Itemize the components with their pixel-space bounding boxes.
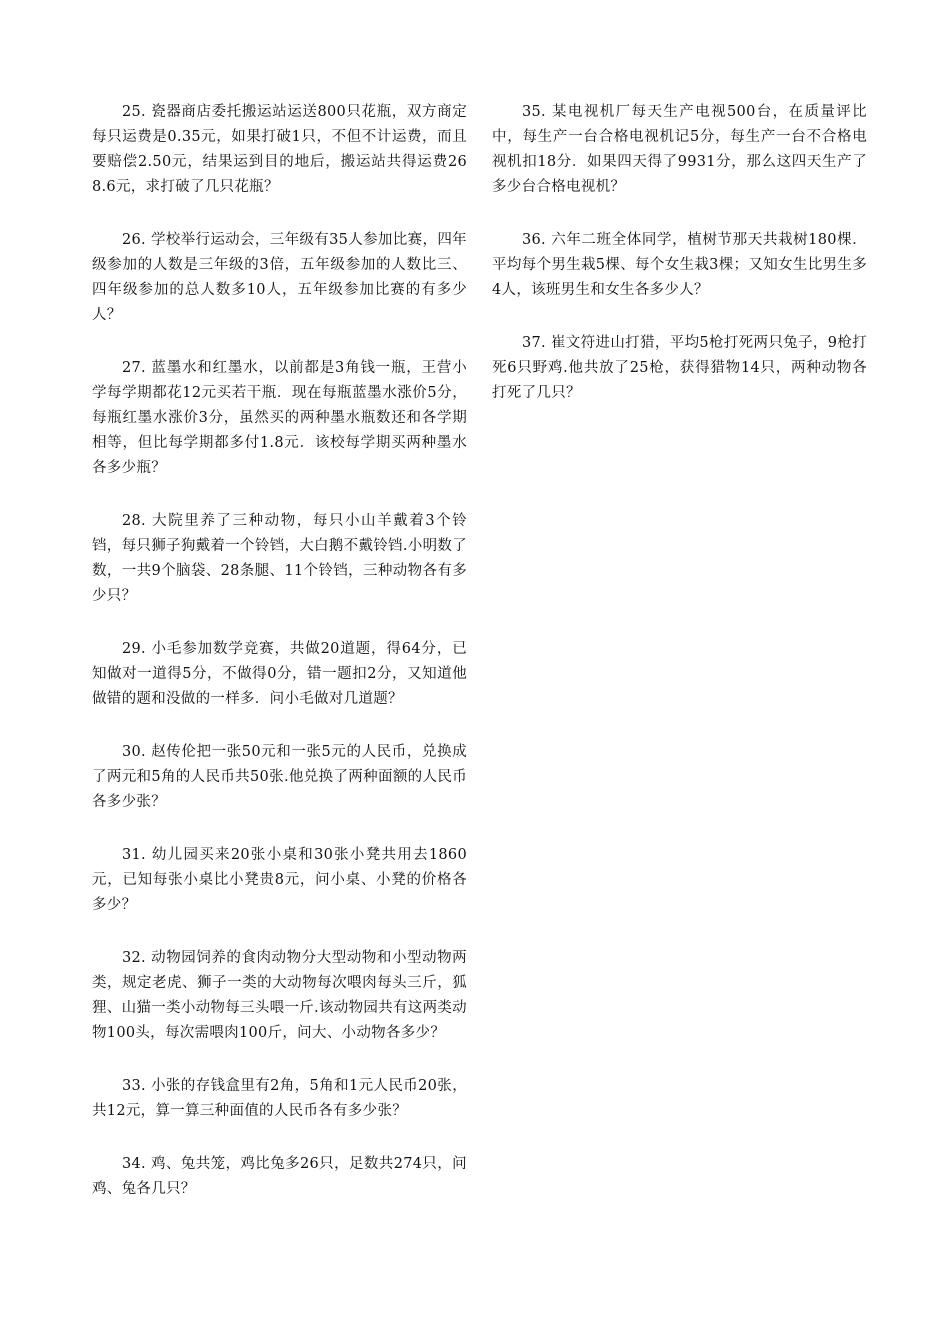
problem-text: 大院里养了三种动物，每只小山羊戴着3个铃铛，每只狮子狗戴着一个铃铛，大白鹅不戴铃铛.小明数了数，一共9个脑袋、28条腿、11个铃铛，三种动物各有多少只？: [92, 513, 467, 604]
problem-32: [92, 946, 467, 1046]
problem-37: [492, 331, 867, 406]
problem-number: 29.: [122, 641, 146, 657]
problem-number: 32.: [122, 950, 146, 966]
problem-number: 31.: [122, 847, 146, 863]
problem-36: [492, 228, 867, 303]
problem-number: 25.: [122, 104, 146, 120]
problem-text: 幼儿园买来20张小桌和30张小凳共用去1860元，已知每张小桌比小凳贵8元，问小桌、小凳的价格各多少？: [92, 847, 467, 913]
problem-text: 崔文符进山打猎，平均5枪打死两只兔子，9枪打死6只野鸡.他共放了25枪，获得猎物14只，两种动物各打死了几只？: [492, 335, 867, 401]
problem-text: 小毛参加数学竞赛，共做20道题，得64分，已知做对一道得5分，不做得0分，错一题扣2分，又知道他做错的题和没做的一样多．问小毛做对几道题？: [92, 641, 467, 707]
problem-text: 某电视机厂每天生产电视500台，在质量评比中，每生产一台合格电视机记5分，每生产一台不合格电视机扣18分．如果四天得了9931分，那么这四天生产了多少台合格电视机？: [492, 104, 867, 195]
problem-text: 六年二班全体同学，植树节那天共栽树180棵．平均每个男生栽5棵、每个女生栽3棵；又知女生比男生多4人，该班男生和女生各多少人？: [492, 232, 867, 298]
problem-number: 35.: [522, 104, 546, 120]
problem-26: [92, 228, 467, 328]
problem-number: 27.: [122, 360, 146, 376]
problem-number: 33.: [122, 1078, 146, 1094]
left-column: [92, 100, 467, 1230]
problem-number: 36.: [522, 232, 546, 248]
right-column: [492, 100, 867, 434]
problem-text: 学校举行运动会，三年级有35人参加比赛，四年级参加的人数是三年级的3倍，五年级参加的人数比三、四年级参加的总人数多10人，五年级参加比赛的有多少人？: [92, 232, 467, 323]
problem-30: [92, 740, 467, 815]
problem-text: 蓝墨水和红墨水，以前都是3角钱一瓶，王营小学每学期都花12元买若干瓶．现在每瓶蓝墨水涨价5分，每瓶红墨水涨价3分，虽然买的两种墨水瓶数还和各学期相等，但比每学期都多付1.8元．该校每学期买两种墨水各多少瓶？: [92, 360, 467, 476]
problem-number: 34.: [122, 1156, 146, 1172]
problem-text: 动物园饲养的食肉动物分大型动物和小型动物两类，规定老虎、狮子一类的大动物每次喂肉每头三斤，狐狸、山猫一类小动物每三头喂一斤.该动物园共有这两类动物100头，每次需喂肉100斤，问大、小动物各多少？: [92, 950, 467, 1041]
problem-text: 瓷器商店委托搬运站运送800只花瓶，双方商定每只运费是0.35元，如果打破1只，不但不计运费，而且要赔偿2.50元，结果运到目的地后，搬运站共得运费268.6元，求打破了几只花瓶？: [92, 104, 467, 195]
problem-28: [92, 509, 467, 609]
problem-number: 28.: [122, 513, 146, 529]
problem-number: 30.: [122, 744, 146, 760]
problem-29: [92, 637, 467, 712]
problem-number: 37.: [522, 335, 546, 351]
problem-34: [92, 1152, 467, 1202]
problem-31: [92, 843, 467, 918]
problem-text: 小张的存钱盒里有2角，5角和1元人民币20张，共12元，算一算三种面值的人民币各有多少张？: [92, 1078, 467, 1119]
problem-text: 赵传伦把一张50元和一张5元的人民币，兑换成了两元和5角的人民币共50张.他兑换了两种面额的人民币各多少张？: [92, 744, 467, 810]
problem-27: [92, 356, 467, 481]
problem-number: 26.: [122, 232, 146, 248]
problem-33: [92, 1074, 467, 1124]
problem-35: [492, 100, 867, 200]
problem-25: [92, 100, 467, 200]
problem-text: 鸡、兔共笼，鸡比兔多26只，足数共274只，问鸡、兔各几只？: [92, 1156, 467, 1197]
